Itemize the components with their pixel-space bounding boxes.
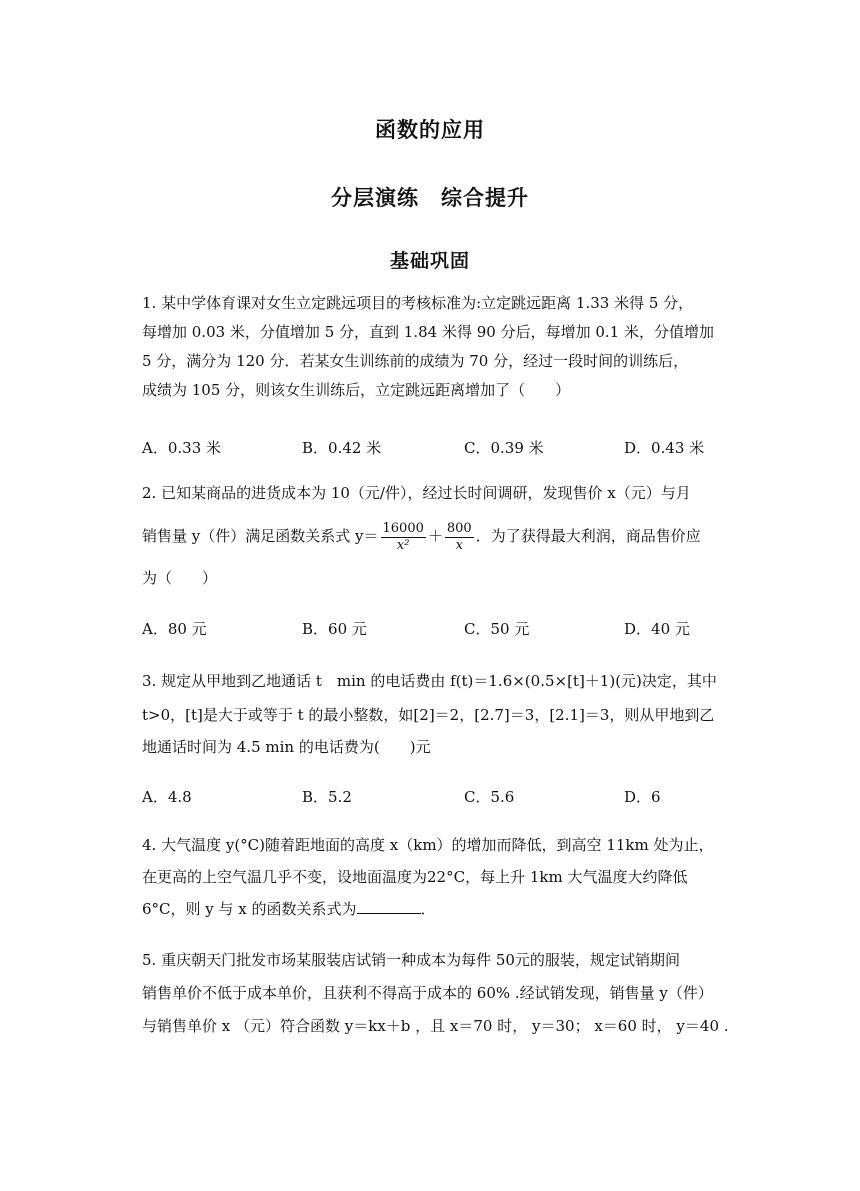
question-3: [142, 663, 720, 763]
question-2-option-d[interactable]: D．40 元: [624, 620, 690, 638]
plus-sign: ＋: [427, 527, 443, 545]
fraction-denominator: x²: [396, 537, 410, 553]
question-5: [142, 944, 729, 1043]
fraction-numerator: 16000: [382, 520, 424, 536]
question-1-line-2: 每增加 0.03 米，分值增加 5 分，直到 1.84 米得 90 分后，每增加 0.1 米，分值增加: [142, 323, 714, 341]
question-4: [142, 829, 720, 925]
question-3-option-d[interactable]: D．6: [624, 788, 661, 806]
fraction-denominator: x: [455, 537, 463, 553]
question-2-option-a[interactable]: A．80 元: [142, 620, 207, 638]
question-4-line-1: 4. 大气温度 y(°C)随着距地面的高度 x（km）的增加而降低，到高空 11km 处为止，: [142, 836, 714, 854]
question-2-line-1: 2. 已知某商品的进货成本为 10（元/件），经过长时间调研，发现售价 x（元）与月: [142, 484, 691, 502]
question-2-option-b[interactable]: B．60 元: [302, 620, 367, 638]
question-1-line-4: 成绩为 105 分，则该女生训练后，立定跳远距离增加了（ ）: [142, 381, 571, 399]
question-2-line-2: [142, 508, 720, 564]
question-1-option-b[interactable]: B．0.42 米: [302, 439, 382, 457]
question-1-line-3: 5 分，满分为 120 分．若某女生训练前的成绩为 70 分，经过一段时间的训练后，: [142, 352, 689, 370]
question-3-options: [142, 786, 722, 810]
question-2-line-2-start: 销售量 y（件）满足函数关系式 y＝: [142, 527, 379, 545]
question-5-line-3: 与销售单价 x （元）符合函数 y＝kx＋b ，且 x＝70 时， y＝30； x＝60 时， y＝40 .: [142, 1017, 729, 1035]
question-1: [142, 289, 720, 405]
question-1-option-d[interactable]: D．0.43 米: [624, 439, 705, 457]
question-2-option-c[interactable]: C．50 元: [464, 620, 530, 638]
question-4-line-2: 在更高的上空气温几乎不变，设地面温度为22°C，每上升 1km 大气温度大约降低: [142, 868, 688, 886]
question-4-line-3: [142, 893, 720, 925]
question-3-line-3: 地通话时间为 4.5 min 的电话费为( )元: [142, 738, 431, 756]
question-3-option-a[interactable]: A．4.8: [142, 788, 192, 806]
question-1-option-c[interactable]: C．0.39 米: [464, 439, 544, 457]
page-title: 函数的应用: [375, 118, 485, 142]
question-2-line-2-end: ．为了获得最大利润，商品售价应: [475, 527, 701, 545]
question-3-option-c[interactable]: C．5.6: [464, 788, 515, 806]
answer-blank[interactable]: [357, 901, 421, 914]
question-1-option-a[interactable]: A．0.33 米: [142, 439, 221, 457]
question-1-options: [142, 437, 722, 461]
fraction-800-over-x: [445, 521, 474, 554]
question-3-line-1: 3. 规定从甲地到乙地通话 t min 的电话费由 f(t)＝1.6×(0.5×[t]＋1)(元)决定，其中: [142, 672, 717, 690]
question-2-options: [142, 618, 722, 642]
section-subtitle: 分层演练 综合提升: [331, 186, 529, 210]
fraction-16000-over-x2: [381, 521, 426, 554]
question-3-line-2: t>0，[t]是大于或等于 t 的最小整数，如[2]＝2，[2.7]＝3，[2.1]＝3，则从甲地到乙: [142, 706, 715, 724]
question-5-line-2: 销售单价不低于成本单价，且获利不得高于成本的 60% .经试销发现，销售量 y（件）: [142, 984, 713, 1002]
question-5-line-1: 5. 重庆朝天门批发市场某服装店试销一种成本为每件 50元的服装，规定试销期间: [142, 951, 680, 969]
question-4-line-3-end: ．: [420, 900, 436, 918]
question-2: [142, 479, 720, 593]
fraction-numerator: 800: [446, 520, 472, 536]
question-2-line-3: 为（ ）: [142, 569, 218, 587]
question-3-option-b[interactable]: B．5.2: [302, 788, 352, 806]
question-1-line-1: 1. 某中学体育课对女生立定跳远项目的考核标准为:立定跳远距离 1.33 米得 5 分，: [142, 294, 694, 312]
question-4-line-3-text: 6°C，则 y 与 x 的函数关系式为: [142, 900, 357, 918]
section-heading: 基础巩固: [389, 250, 470, 272]
